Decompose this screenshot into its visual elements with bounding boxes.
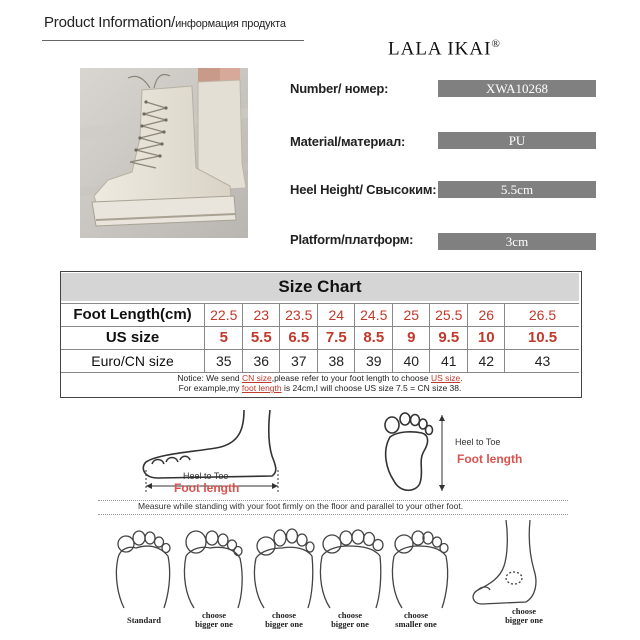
toe-caption-2: choose bigger one <box>195 610 233 629</box>
us-size-cell: 5 <box>204 327 243 349</box>
spec-heel-height-value: 5.5cm <box>438 181 596 198</box>
registered-mark: ® <box>491 38 501 50</box>
toe-standard-drawing <box>116 531 170 608</box>
euro-cn-size-cell: 40 <box>392 350 431 372</box>
us-size-cell: 9.5 <box>429 327 468 349</box>
spec-number-value: XWA10268 <box>438 80 596 97</box>
euro-cn-size-cell: 35 <box>204 350 243 372</box>
foot-length-row <box>61 303 579 326</box>
toe-caption-4: choose bigger one <box>331 610 369 629</box>
notice-text: For example,my <box>178 383 242 393</box>
spec-heel-height-label: Heel Height/ Свысоким: <box>290 182 437 197</box>
us-size-cell: 8.5 <box>354 327 393 349</box>
us-size-cell: 6.5 <box>279 327 318 349</box>
measure-instruction: Measure while standing with your foot firmly on the floor and parallel to your other foot. <box>138 501 464 511</box>
spec-platform-label: Platform/платформ: <box>290 232 414 247</box>
notice-text: Notice: We send <box>177 373 242 383</box>
brand-name: LALA IKAI <box>388 38 492 60</box>
us-size-cell: 10.5 <box>504 327 580 349</box>
foot-length-cell: 25 <box>392 304 431 326</box>
foot-length-cell: 23.5 <box>279 304 318 326</box>
us-size-cell: 5.5 <box>242 327 281 349</box>
brand-logo <box>388 38 501 60</box>
title-underline <box>42 40 304 41</box>
size-notice <box>61 372 579 393</box>
notice-text: is 24cm,I will choose US size 7.5 = CN size 38. <box>281 383 462 393</box>
title-english: Product Information/ <box>44 14 176 31</box>
notice-line-1 <box>61 373 579 383</box>
spec-platform-value: 3cm <box>438 233 596 250</box>
euro-cn-size-cell: 43 <box>504 350 580 372</box>
euro-cn-size-cell: 41 <box>429 350 468 372</box>
foot-length-cell: 26.5 <box>504 304 580 326</box>
side-foot-length-label: Foot length <box>174 481 240 495</box>
title-russian: информация продукта <box>175 18 286 30</box>
spec-material-label: Material/материал: <box>290 134 406 149</box>
notice-highlight: US size <box>430 373 461 383</box>
notice-line-2 <box>61 383 579 393</box>
size-chart-title: Size Chart <box>61 273 579 301</box>
notice-text: . <box>460 373 463 383</box>
euro-cn-size-cell: 42 <box>467 350 506 372</box>
euro-cn-size-row <box>61 349 579 372</box>
divider <box>98 514 568 515</box>
foot-length-cell: 24 <box>317 304 356 326</box>
toe-caption-standard: Standard <box>126 615 161 625</box>
euro-cn-size-cell: 37 <box>279 350 318 372</box>
euro-cn-size-cell: 38 <box>317 350 356 372</box>
spec-number-label: Number/ номер: <box>290 81 389 96</box>
spec-material-value: PU <box>438 132 596 149</box>
euro-cn-size-cell: 36 <box>242 350 281 372</box>
notice-highlight: foot length <box>241 383 282 393</box>
foot-length-cell: 22.5 <box>204 304 243 326</box>
toe-shape-diagrams <box>110 520 590 610</box>
top-foot-diagram <box>372 405 452 497</box>
foot-length-cell: 25.5 <box>429 304 468 326</box>
side-heel-to-toe-label: Heel to Toe <box>183 471 229 481</box>
top-heel-to-toe-label: Heel to Toe <box>455 437 501 447</box>
foot-length-cell: 24.5 <box>354 304 393 326</box>
notice-highlight: CN size <box>241 373 272 383</box>
toe-caption-3: choose bigger one <box>265 610 303 629</box>
product-photo <box>80 68 248 238</box>
us-size-cell: 10 <box>467 327 506 349</box>
us-size-label: US size <box>105 329 160 346</box>
euro-cn-size-label: Euro/CN size <box>91 353 174 369</box>
us-size-cell: 9 <box>392 327 431 349</box>
page-title <box>44 14 286 31</box>
top-foot-length-label: Foot length <box>457 452 523 466</box>
notice-text: ,please refer to your foot length to choose <box>271 373 431 383</box>
euro-cn-size-cell: 39 <box>354 350 393 372</box>
foot-length-cell: 23 <box>242 304 281 326</box>
foot-length-cell: 26 <box>467 304 506 326</box>
toe-caption-6: choose bigger one <box>505 606 543 625</box>
us-size-cell: 7.5 <box>317 327 356 349</box>
foot-length-label: Foot Length(cm) <box>73 306 192 323</box>
us-size-row <box>61 326 579 349</box>
toe-caption-5: choose smaller one <box>395 610 437 629</box>
